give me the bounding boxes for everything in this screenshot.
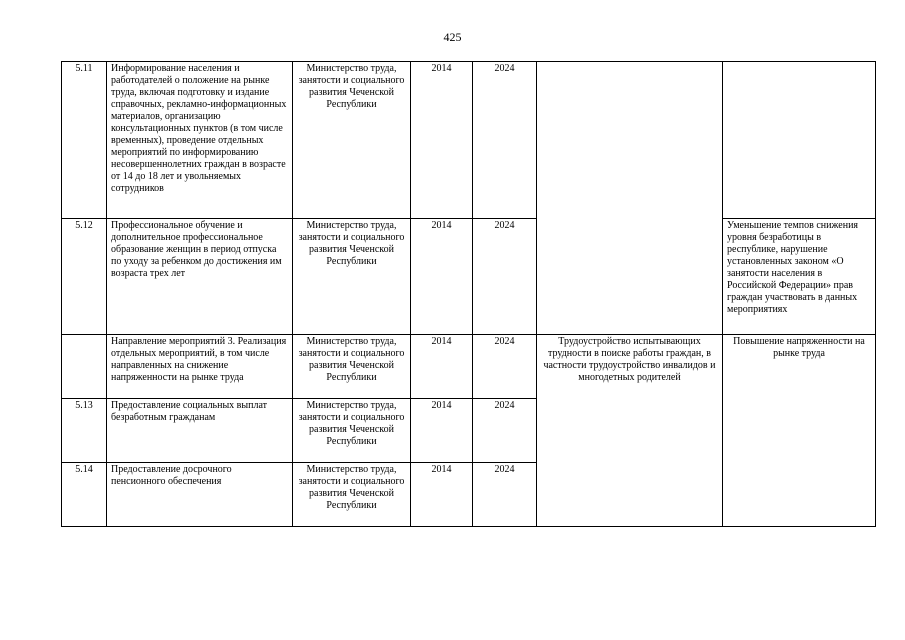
end-year: 2024 [473, 335, 537, 399]
executor: Министерство труда, занятости и социального развития Чеченской Республики [293, 463, 411, 527]
measure-name: Направление мероприятий 3. Реализация отдельных мероприятий, в том числе направленных на снижение напряженности на рынке труда [107, 335, 293, 399]
page-number: 425 [443, 30, 462, 44]
measures-table [61, 61, 876, 527]
measure-name: Предоставление социальных выплат безработным гражданам [107, 399, 293, 463]
row-number: 5.13 [62, 399, 107, 463]
end-year: 2024 [473, 219, 537, 335]
consequence-empty [723, 62, 876, 219]
measure-name: Предоставление досрочного пенсионного обеспечения [107, 463, 293, 527]
start-year: 2014 [411, 219, 473, 335]
end-year: 2024 [473, 463, 537, 527]
consequence-text: Уменьшение темпов снижения уровня безработицы в республике, нарушение установленных законом «О занятости населения в Российской Федерации» прав граждан участвовать в данных мероприятиях [723, 219, 876, 335]
end-year: 2024 [473, 62, 537, 219]
table-row [62, 62, 876, 219]
consequence-text: Повышение напряженности на рынке труда [723, 335, 876, 527]
start-year: 2014 [411, 335, 473, 399]
row-number: 5.12 [62, 219, 107, 335]
executor: Министерство труда, занятости и социального развития Чеченской Республики [293, 219, 411, 335]
expected-result-empty [537, 62, 723, 335]
executor: Министерство труда, занятости и социального развития Чеченской Республики [293, 62, 411, 219]
measure-name: Информирование населения и работодателей о положение на рынке труда, включая подготовку и издание справочных, рекламно-информационных материалов, организацию консультационных пунктов (в том числе временных), проведение отдельных мероприятий по информированию несовершеннолетних граждан в возрасте от 14 до 18 лет и увольняемых сотрудников [107, 62, 293, 219]
row-number: 5.11 [62, 62, 107, 219]
start-year: 2014 [411, 62, 473, 219]
row-number: 5.14 [62, 463, 107, 527]
row-number [62, 335, 107, 399]
end-year: 2024 [473, 399, 537, 463]
executor: Министерство труда, занятости и социального развития Чеченской Республики [293, 399, 411, 463]
start-year: 2014 [411, 463, 473, 527]
expected-result-text: Трудоустройство испытывающих трудности в поиске работы граждан, в частности трудоустройство инвалидов и многодетных родителей [537, 335, 723, 527]
start-year: 2014 [411, 399, 473, 463]
table-row [62, 335, 876, 399]
table-row [62, 219, 876, 335]
measure-name: Профессиональное обучение и дополнительное профессиональное образование женщин в период отпуска по уходу за ребенком до достижения им возраста трех лет [107, 219, 293, 335]
executor: Министерство труда, занятости и социального развития Чеченской Республики [293, 335, 411, 399]
